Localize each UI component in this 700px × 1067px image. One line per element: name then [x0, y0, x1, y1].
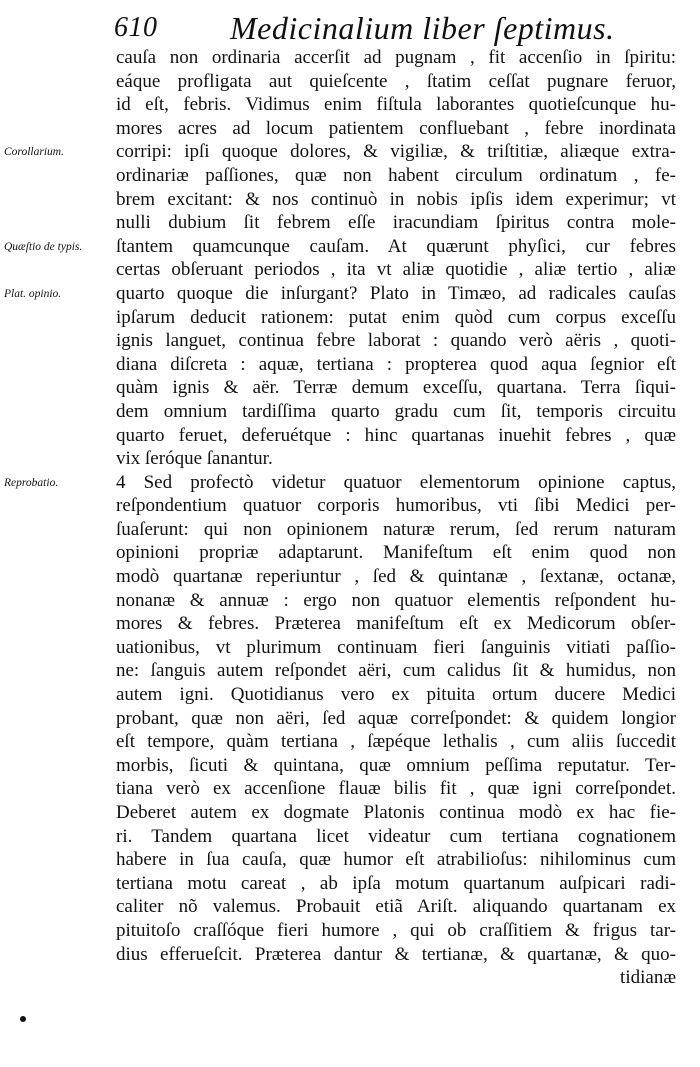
text-line: ipſarum deducit rationem: putat enim quòd cum corpus exceſſu: [116, 306, 676, 328]
text-line: nonanæ & annuæ : ergo non quatuor elementis reſpondent hu-: [116, 589, 676, 611]
ink-dot: [20, 1016, 26, 1022]
text-line: quarto quoque die inſurgant? Plato in Timæo, ad radicales cauſas: [116, 282, 676, 304]
text-line: dius efferueſcit. Præterea dantur & tertianæ, & quartanæ, & quo-: [116, 943, 676, 965]
running-title: Medicinalium liber ſeptimus.: [230, 10, 615, 46]
text-line: opinioni propriæ adaptarunt. Manifeſtum eſt enim quod non: [116, 542, 676, 564]
text-line: mores & febres. Præterea manifeſtum eſt ex Medicorum obſer-: [116, 613, 676, 635]
text-line: caliter nõ valemus. Probauit etiã Ariſt. aliquando quartanam ex: [116, 896, 676, 918]
text-line: tidianæ: [620, 967, 676, 989]
page-number: 610: [114, 12, 158, 43]
text-line: quàm ignis & aër. Terræ demum exceſſu, quartana. Terra ſiqui-: [116, 377, 676, 399]
text-line: uationibus, vt plurimum continuam fieri ſanguinis vitiati paſſio-: [116, 636, 676, 658]
text-line: reſpondentium quatuor corporis humoribus, vti ſibi Medici per-: [116, 495, 676, 517]
text-line: autem igni. Quotidianus vero ex pituita ortum ducere Medici: [116, 684, 676, 706]
text-line: habere in ſua cauſa, quæ humor eſt atrabilioſus: nihilominus cum: [116, 849, 676, 871]
text-line: nulli dubium ſit febrem eſſe iracundiam ſpiritus contra mole-: [116, 212, 676, 234]
text-line: cauſa non ordinaria accerſit ad pugnam , fit accenſio in ſpiritu:: [116, 47, 676, 68]
text-line: morbis, ſicuti & quintana, quæ omnium peſſima reputatur. Ter-: [116, 754, 676, 776]
margin-note-plat-opinio: Plat. opinio.: [4, 288, 62, 300]
text-line: quarto feruet, deferuétque : hinc quartanas inuehit febres , quæ: [116, 424, 676, 446]
text-line: Deberet autem ex dogmate Platonis continua modò ex hac fie-: [116, 802, 676, 823]
margin-note-reprobatio: Reprobatio.: [4, 476, 59, 489]
text-line: corripi: ipſi quoque dolores, & vigiliæ, & triſtitiæ, aliæque extra-: [116, 141, 676, 163]
margin-note-quaestio: Quæſtio de typis.: [4, 240, 83, 253]
text-line: eáque profligata aut quieſcente , ſtatim ceſſat pugnare feruor,: [116, 70, 676, 92]
text-line: ſuaſerunt: qui non opinionem naturæ rerum, ſed rerum naturam: [116, 518, 676, 540]
margin-note-corollarium: Corollarium.: [4, 146, 64, 159]
text-line: id eſt, febris. Vidimus enim fiſtula laborantes quotieſcunque hu-: [116, 94, 676, 116]
text-line: ſtantem quamcunque cauſam. At quærunt phyſici, cur febres: [116, 235, 676, 257]
text-line: tertiana motu careat , ab ipſa motum quartanum auſpicari radi-: [116, 872, 676, 894]
text-line: pituitoſo craſſóque fieri humore , qui ob craſſitiem & frigus tar-: [116, 919, 676, 941]
text-line: probant, quæ non aëri, ſed aquæ correſpondet: & quidem longior: [116, 707, 676, 729]
body-text: [116, 46, 676, 990]
text-line: certas obſeruant periodos , ita vt aliæ quotidie , aliæ tertio , aliæ: [116, 259, 676, 281]
text-line: eſt tempore, quàm tertiana , ſæpéque lethalis , cum aliis ſuccedit: [116, 731, 676, 753]
text-line: dem omnium tardiſſima quarto gradu cum ſit, temporis circuitu: [116, 400, 676, 422]
text-line: ne: ſanguis autem reſpondet aëri, cum calidus ſit & humidus, non: [116, 660, 676, 682]
text-line: 4 Sed profectò videtur quatuor elementorum opinione captus,: [116, 471, 676, 493]
text-line: ri. Tandem quartana licet videatur cum tertiana cognationem: [116, 825, 676, 847]
text-line: modò quartanæ reperiuntur , ſed & quintanæ , ſextanæ, octanæ,: [116, 566, 676, 588]
text-line: ignis languet, continua febre laborat : quando verò aëris , quoti-: [116, 330, 676, 352]
text-line: diana diſcreta : aquæ, tertiana : propterea quod aqua ſegnior eſt: [116, 353, 676, 375]
text-line: tiana verò ex accenſione flauæ bilis fit , quæ igni correſpondet.: [116, 778, 676, 800]
text-line: ordinariæ paſſiones, quæ non habent circulum ordinatum , fe-: [116, 164, 676, 186]
text-line: brem excitant: & nos continuò in nobis ipſis idem experimur; vt: [116, 188, 676, 210]
text-line: mores acres ad locum patientem confluebant , febre inordinata: [116, 117, 676, 139]
text-line: vix ſeróque ſanantur.: [116, 448, 273, 470]
